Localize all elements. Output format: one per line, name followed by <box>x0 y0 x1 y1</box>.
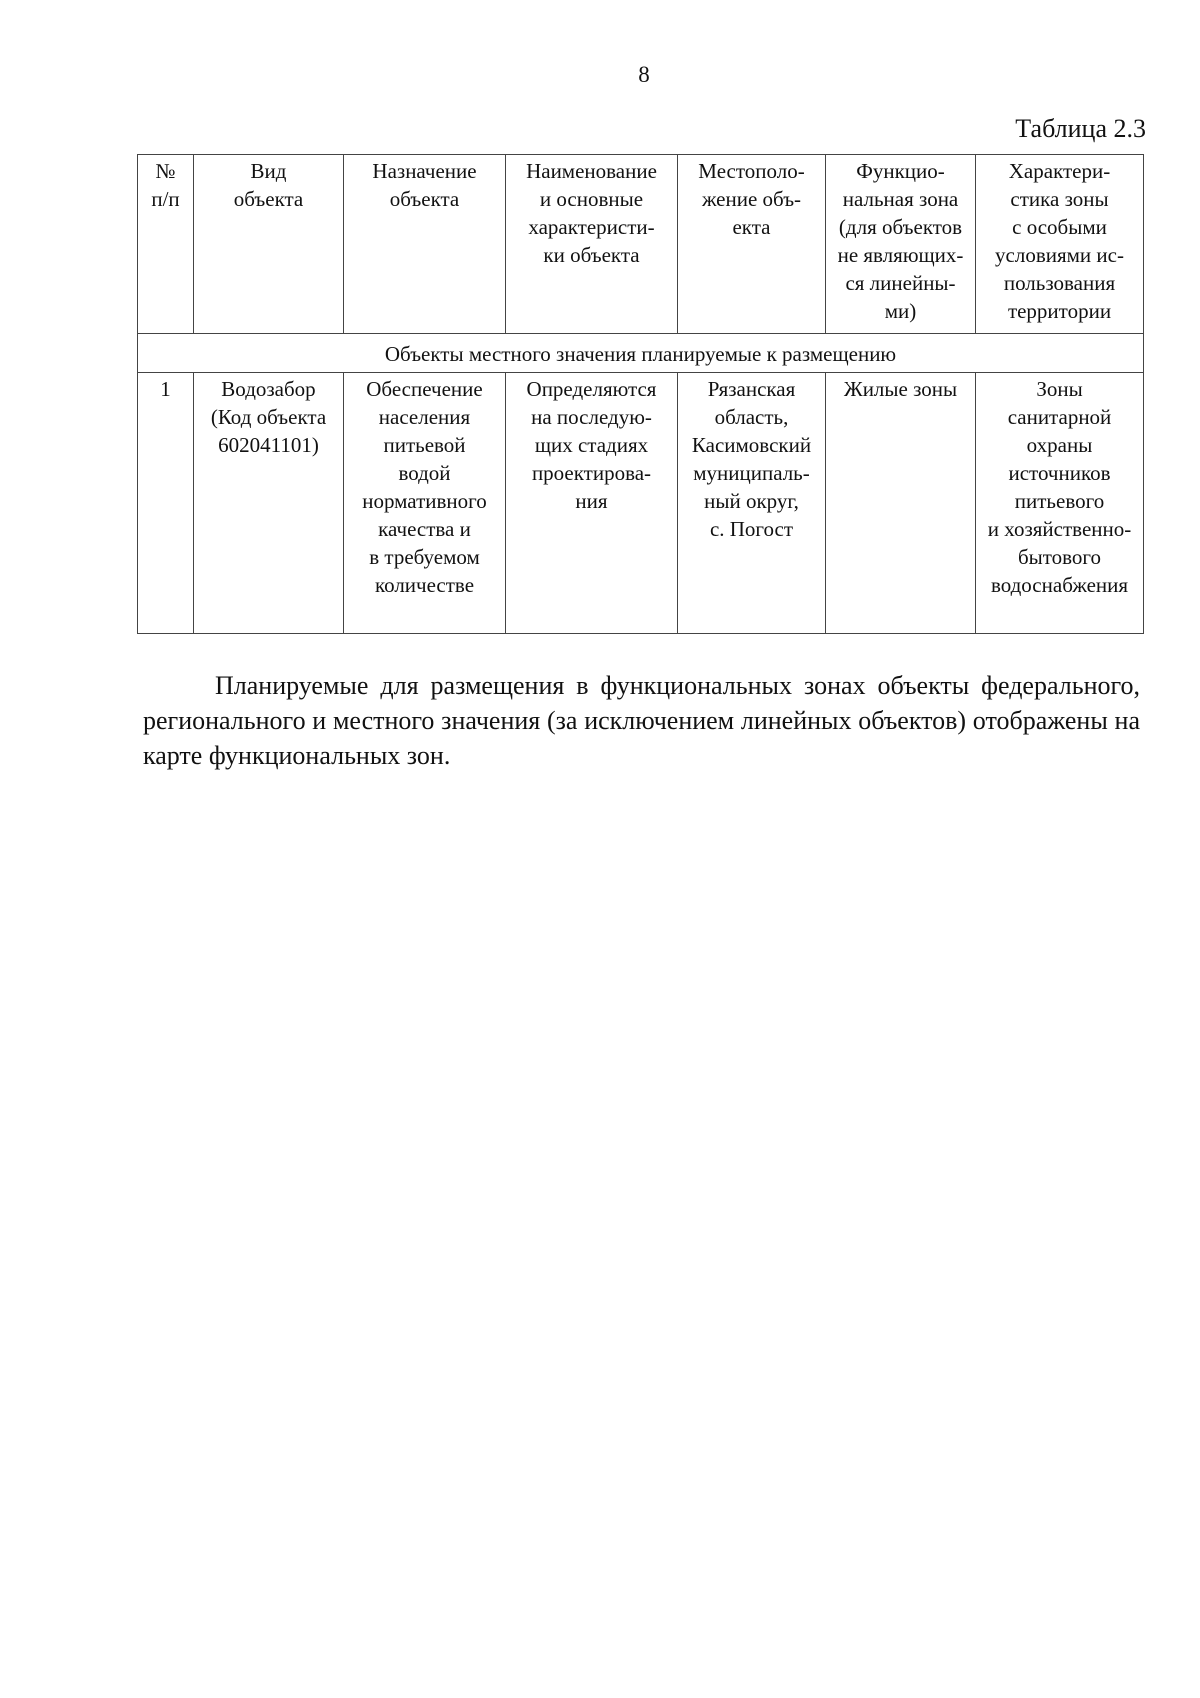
header-cell-name-characteristics: Наименование и основные характеристи- ки объекта <box>506 155 678 334</box>
body-paragraph: Планируемые для размещения в функциональных зонах объекты федерального, регионального и местного значения (за исключением линейных объектов) отображены на карте функциональных зон. <box>143 671 1140 770</box>
page-number: 8 <box>638 62 650 87</box>
cell-location: Рязанская область, Касимовский муниципаль- ный округ, с. Погост <box>678 373 826 634</box>
cell-number: 1 <box>138 373 194 634</box>
cell-zone-characteristics: Зоны санитарной охраны источников питьевого и хозяйственно- бытового водоснабжения <box>976 373 1144 634</box>
objects-table <box>137 154 1144 634</box>
table-header-row <box>138 155 1144 334</box>
header-cell-purpose: Назначение объекта <box>344 155 506 334</box>
header-cell-zone-characteristics: Характери- стика зоны с особыми условиями ис- пользования территории <box>976 155 1144 334</box>
cell-name-characteristics: Определяются на последую- щих стадиях проектирова- ния <box>506 373 678 634</box>
cell-object-type: Водозабор (Код объекта 602041101) <box>194 373 344 634</box>
section-title: Объекты местного значения планируемые к размещению <box>138 334 1144 373</box>
cell-purpose: Обеспечение населения питьевой водой нормативного качества и в требуемом количестве <box>344 373 506 634</box>
cell-functional-zone: Жилые зоны <box>826 373 976 634</box>
header-cell-functional-zone: Функцио- нальная зона (для объектов не являющих- ся линейны- ми) <box>826 155 976 334</box>
table-row <box>138 373 1144 634</box>
table-section-row <box>138 334 1144 373</box>
header-cell-object-type: Вид объекта <box>194 155 344 334</box>
header-cell-number: № п/п <box>138 155 194 334</box>
table-caption: Таблица 2.3 <box>1015 114 1146 143</box>
header-cell-location: Местополо- жение объ- екта <box>678 155 826 334</box>
